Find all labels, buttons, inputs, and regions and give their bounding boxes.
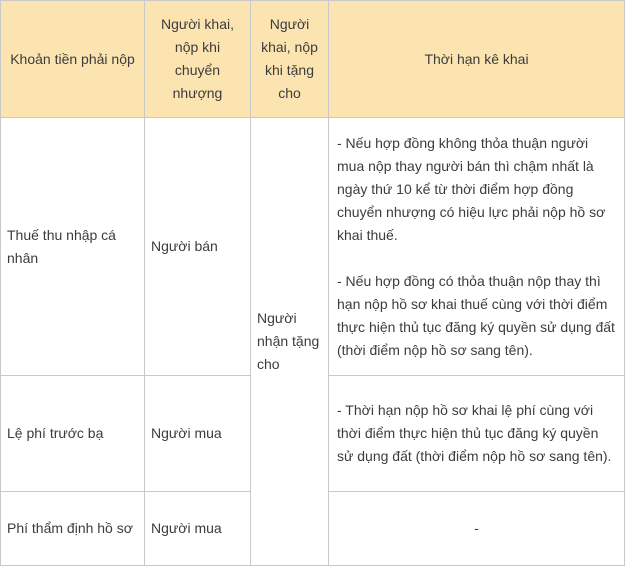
cell-transfer-payer: Người bán	[145, 118, 251, 376]
cell-transfer-payer: Người mua	[145, 492, 251, 566]
header-transfer-payer: Người khai, nộp khi chuyển nhượng	[145, 1, 251, 118]
cell-deadline	[329, 376, 625, 492]
header-deadline: Thời hạn kê khai	[329, 1, 625, 118]
header-payment-item: Khoản tiền phải nộp	[1, 1, 145, 118]
header-gift-payer: Người khai, nộp khi tặng cho	[251, 1, 329, 118]
deadline-paragraph: - Nếu hợp đồng có thỏa thuận nộp thay thì hạn nộp hồ sơ khai thuế cùng với thời điểm thực hiện thủ tục đăng ký quyền sử dụng đất (thời điểm nộp hồ sơ sang tên).	[337, 272, 615, 358]
deadline-paragraph: - Thời hạn nộp hồ sơ khai lệ phí cùng với thời điểm thực hiện thủ tục đăng ký quyền sử dụng đất (thời điểm nộp hồ sơ sang tên).	[337, 402, 612, 464]
table-header-row	[1, 1, 625, 118]
deadline-paragraph: - Nếu hợp đồng không thỏa thuận người mua nộp thay người bán thì chậm nhất là ngày thứ 10 kể từ thời điểm hợp đồng chuyển nhượng có hiệu lực phải nộp hồ sơ khai thuế.	[337, 134, 606, 243]
cell-payment-item: Lệ phí trước bạ	[1, 376, 145, 492]
cell-deadline	[329, 118, 625, 376]
cell-payment-item: Phí thẩm định hồ sơ	[1, 492, 145, 566]
cell-gift-payer: Người nhận tặng cho	[251, 118, 329, 566]
cell-transfer-payer: Người mua	[145, 376, 251, 492]
table-row	[1, 118, 625, 376]
cell-payment-item: Thuế thu nhập cá nhân	[1, 118, 145, 376]
cell-deadline	[329, 492, 625, 566]
deadline-paragraph: -	[474, 520, 479, 536]
